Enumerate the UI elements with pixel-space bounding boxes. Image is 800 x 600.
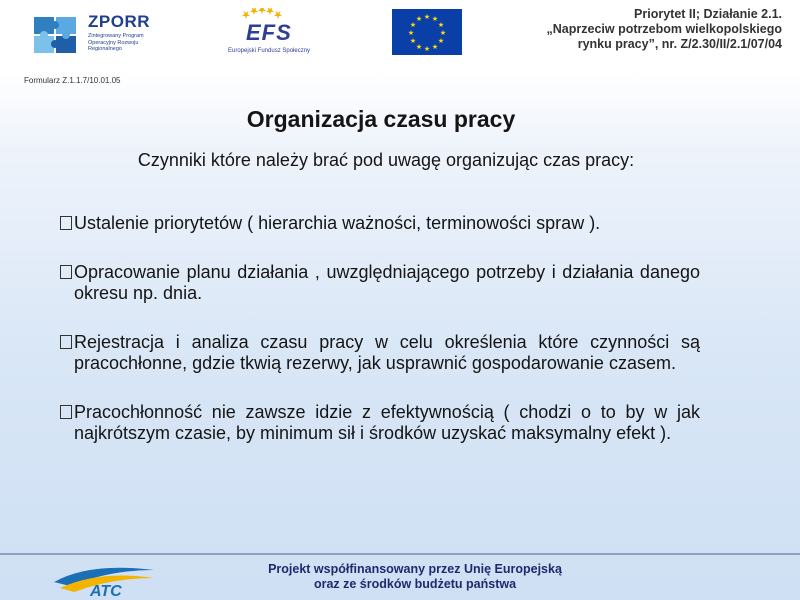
form-code: Formularz Z.1.1.7/10.01.05 bbox=[24, 76, 121, 85]
svg-text:★: ★ bbox=[407, 29, 415, 37]
priority-line-3: rynku pracy”, nr. Z/2.30/II/2.1/07/04 bbox=[577, 37, 782, 51]
svg-text:★: ★ bbox=[437, 37, 445, 45]
bullet-box-icon bbox=[60, 265, 72, 279]
bullet-item bbox=[60, 332, 700, 374]
bullet-text: Opracowanie planu działania , uwzględniającego potrzeby i działania danego okresu np. dnia. bbox=[74, 262, 700, 303]
priority-line-2: „Naprzeciw potrzebom wielkopolskiego bbox=[546, 22, 782, 36]
atc-logo-text: ATC bbox=[90, 583, 122, 598]
footer-divider bbox=[0, 553, 800, 555]
bullet-text: Pracochłonność nie zawsze idzie z efektywnością ( chodzi o to by w jak najkrótszym czasie, by minimum sił i środków uzyskać maksymalny efekt ). bbox=[74, 402, 700, 443]
slide-subtitle: Czynniki które należy brać pod uwagę organizując czas pracy: bbox=[137, 150, 635, 170]
zporr-logo bbox=[32, 11, 162, 59]
atc-logo-icon bbox=[50, 564, 160, 598]
bullet-item bbox=[60, 262, 700, 304]
svg-text:★: ★ bbox=[439, 29, 447, 37]
efs-logo bbox=[222, 8, 322, 60]
svg-text:★: ★ bbox=[431, 43, 439, 51]
header bbox=[0, 0, 800, 66]
bullet-box-icon bbox=[60, 405, 72, 419]
puzzle-icon bbox=[32, 13, 78, 55]
zporr-subtitle: Zintegrowany Program Operacyjny Rozwoju Regionalnego bbox=[88, 33, 144, 52]
bullet-box-icon bbox=[60, 216, 72, 230]
bullet-list bbox=[60, 213, 700, 472]
zporr-name: ZPORR bbox=[88, 12, 150, 31]
footer-text bbox=[250, 562, 580, 592]
svg-text:★: ★ bbox=[409, 37, 417, 45]
efs-caption: Europejski Fundusz Społeczny bbox=[228, 48, 311, 54]
svg-text:★: ★ bbox=[423, 45, 431, 53]
footer-line-2: oraz ze środków budżetu państwa bbox=[313, 577, 517, 591]
svg-text:★: ★ bbox=[415, 43, 423, 51]
eu-stars-icon bbox=[392, 9, 462, 55]
svg-text:★: ★ bbox=[437, 21, 445, 29]
efs-letters: EFS bbox=[246, 20, 292, 45]
svg-text:★: ★ bbox=[423, 13, 431, 21]
svg-text:★: ★ bbox=[431, 15, 439, 23]
svg-text:★: ★ bbox=[415, 15, 423, 23]
footer-line-1: Projekt współfinansowany przez Unię Europejską bbox=[268, 562, 562, 576]
priority-line-1: Priorytet II; Działanie 2.1. bbox=[634, 7, 782, 21]
svg-text:★: ★ bbox=[409, 21, 417, 29]
bullet-text: Rejestracja i analiza czasu pracy w celu określenia które czynności są pracochłonne, gdzie tkwią rezerwy, jak usprawnić gospodarowanie czasem. bbox=[74, 332, 700, 373]
bullet-box-icon bbox=[60, 335, 72, 349]
eu-flag-icon bbox=[392, 9, 462, 55]
priority-block bbox=[482, 7, 782, 52]
bullet-text: Ustalenie priorytetów ( hierarchia ważności, terminowości spraw ). bbox=[74, 213, 601, 233]
slide-title: Organizacja czasu pracy bbox=[246, 106, 516, 132]
bullet-item bbox=[60, 213, 700, 234]
bullet-item bbox=[60, 402, 700, 444]
